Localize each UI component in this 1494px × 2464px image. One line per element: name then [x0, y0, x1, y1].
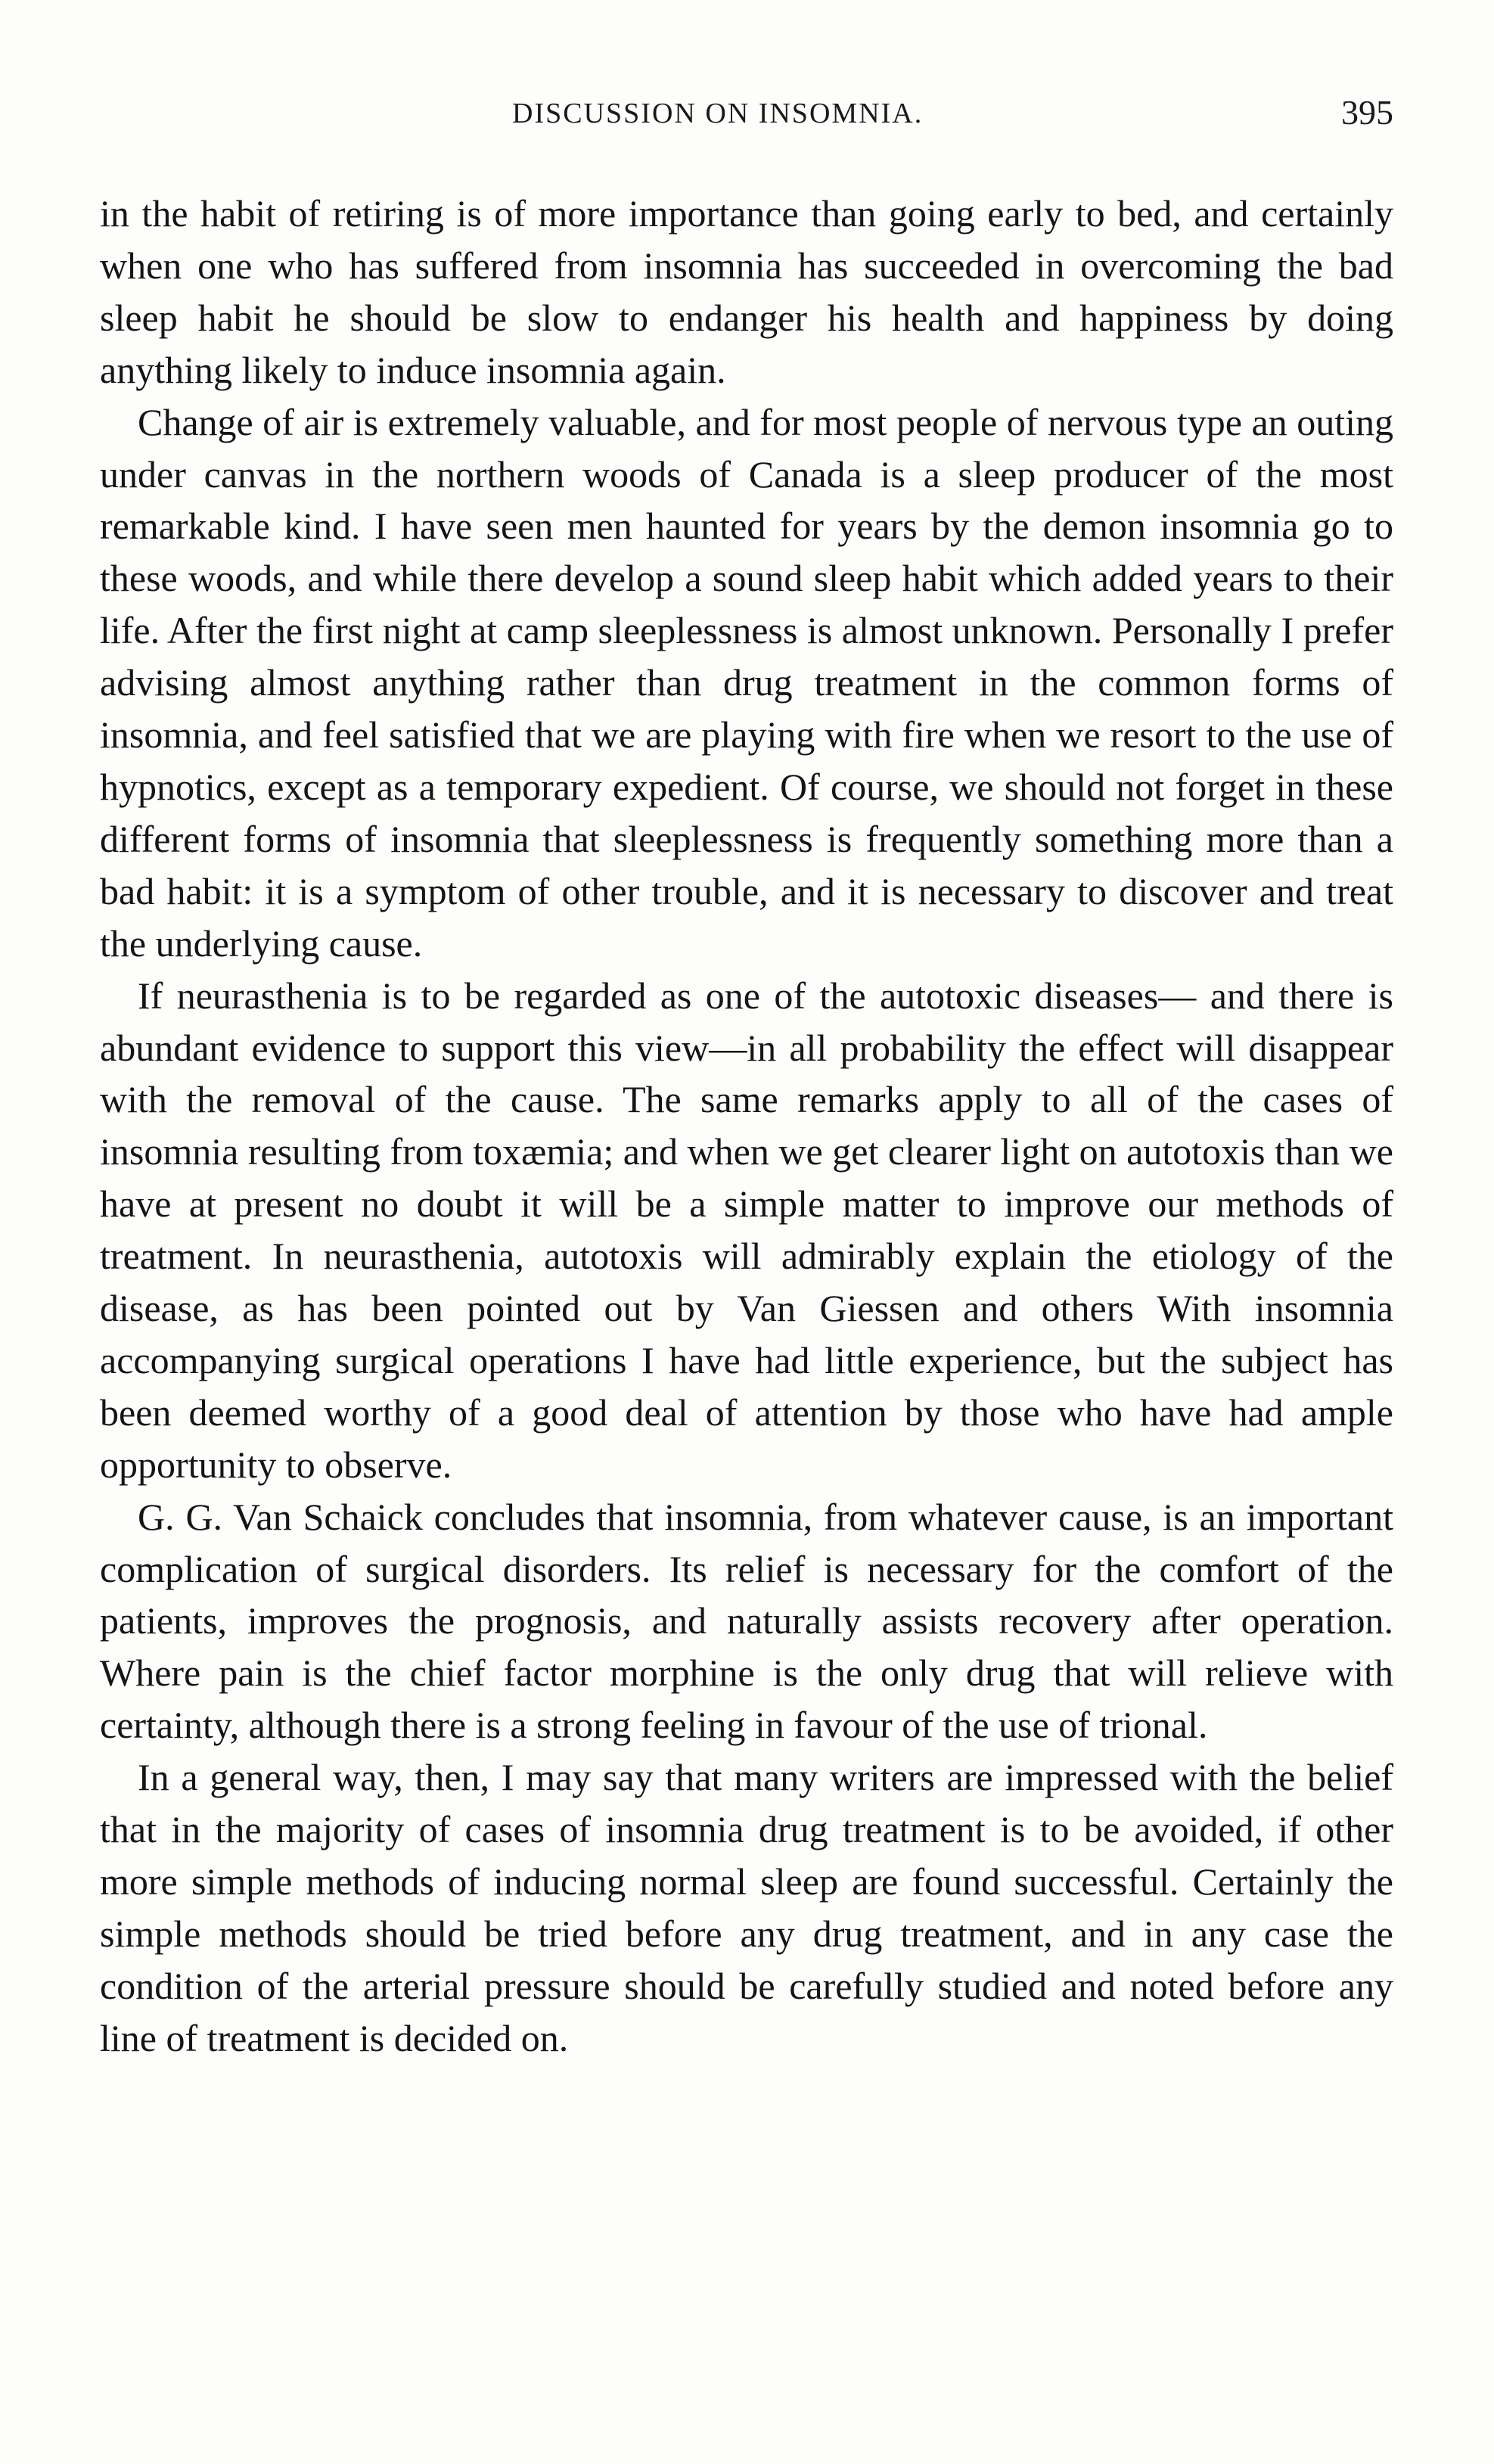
running-title: DISCUSSION ON INSOMNIA. — [512, 98, 924, 129]
running-head — [100, 93, 1393, 142]
body-text — [100, 188, 1393, 2065]
paragraph-neurasthenia: If neurasthenia is to be regarded as one of the autotoxic diseases— and there is abundant evidence to support this view—in all probability the effect will disappear with the removal of the cause. The same remarks apply to all of the cases of insomnia resulting from toxæmia; and when we get clearer light on autotoxis than we have at present no doubt it will be a simple matter to improve our methods of treatment. In neurasthenia, autotoxis will admirably explain the etiology of the disease, as has been pointed out by Van Giessen and others With insomnia accompanying surgical operations I have had little experience, but the subject has been deemed worthy of a good deal of attention by those who have had ample opportunity to observe. — [100, 974, 1393, 1486]
paragraph-conclusion: In a general way, then, I may say that many writers are impressed with the belief that in the majority of cases of insomnia drug treatment is to be avoided, if other more simple methods of inducing normal sleep are found successful. Certainly the simple methods should be tried before any drug treatment, and in any case the condition of the arterial pressure should be carefully studied and noted before any line of treatment is decided on. — [100, 1756, 1393, 2059]
paragraph-continuation: in the habit of retiring is of more importance than going early to bed, and certainly when one who has suffered from insomnia has succeeded in overcoming the bad sleep habit he should be slow to endanger his health and happiness by doing anything likely to induce insomnia again. — [100, 192, 1393, 391]
paragraph-change-of-air: Change of air is extremely valuable, and for most people of nervous type an outing under canvas in the northern woods of Canada is a sleep producer of the most remarkable kind. I have seen men haunted for years by the demon insomnia go to these woods, and while there develop a sound sleep habit which added years to their life. After the first night at camp sleeplessness is almost unknown. Personally I prefer advising almost anything rather than drug treatment in the common forms of insomnia, and feel satisfied that we are playing with fire when we resort to the use of hypnotics, except as a temporary expedient. Of course, we should not forget in these different forms of insomnia that sleeplessness is frequently something more than a bad habit: it is a symptom of other trouble, and it is necessary to discover and treat the underlying cause. — [100, 400, 1393, 965]
page-number: 395 — [1341, 93, 1393, 132]
paragraph-van-schaick: G. G. Van Schaick concludes that insomnia, from whatever cause, is an important complication of surgical disorders. Its relief is necessary for the comfort of the patients, improves the prognosis, and naturally assists recovery after operation. Where pain is the chief factor morphine is the only drug that will relieve with certainty, although there is a strong feeling in favour of the use of trional. — [100, 1495, 1393, 1747]
